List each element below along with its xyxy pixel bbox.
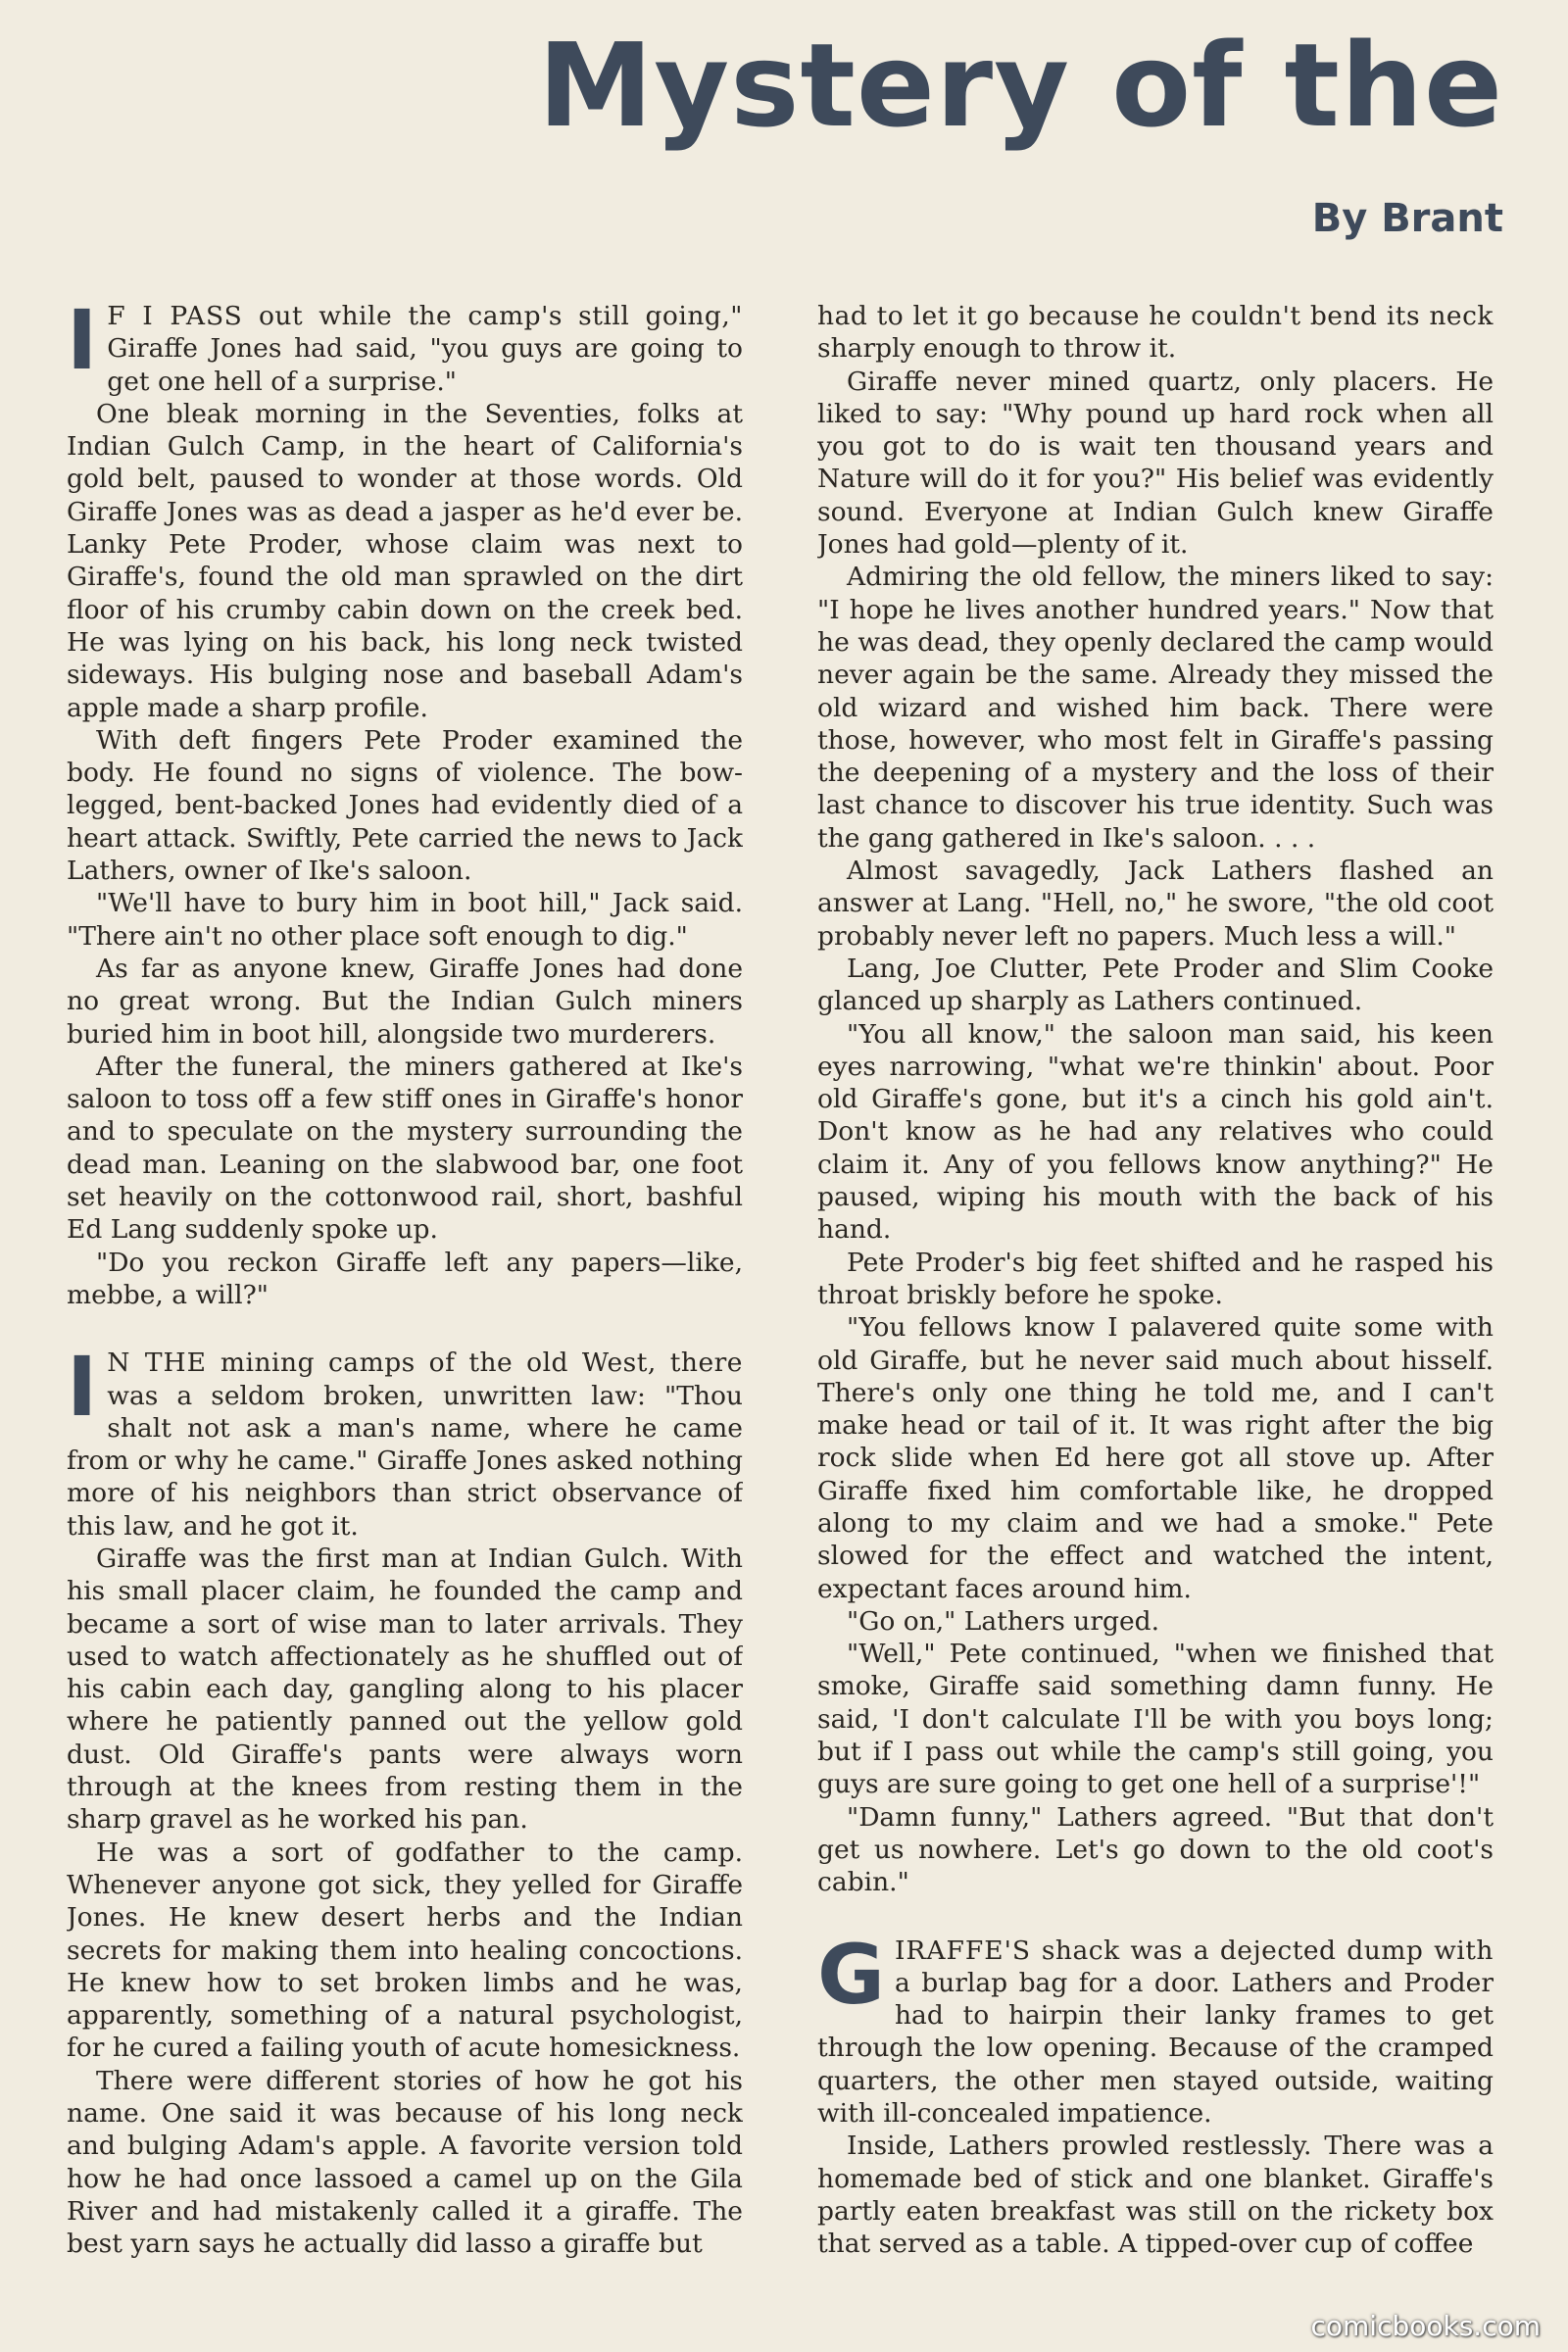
paragraph: Giraffe never mined quartz, only placers. He liked to say: "Why pound up hard rock when all you got to do is wait ten thousand years and Nature will do it for you?" His belief was evidently sound. Everyone at Indian Gulch knew Giraffe Jones had gold—plenty of it. — [817, 366, 1494, 561]
drop-cap: I — [67, 1339, 98, 1436]
paragraph: As far as anyone knew, Giraffe Jones had done no great wrong. But the Indian Gulch miners buried him in boot hill, alongside two murderers. — [67, 953, 743, 1050]
page-title: Mystery of the — [537, 18, 1503, 153]
paragraph: "We'll have to bury him in boot hill," Jack said. "There ain't no other place soft enough to dig." — [67, 888, 743, 952]
paragraph: "Go on," Lathers urged. — [847, 1605, 1160, 1637]
paragraph: "You all know," the saloon man said, his keen eyes narrowing, "what we're thinkin' about. Poor old Giraffe's gone, but it's a cinch his gold ain't. Don't know as he had any relatives who could claim it. Any of you fellows know anything?" He paused, wiping his mouth with the back of his hand. — [817, 1018, 1494, 1246]
paragraph: "Well," Pete continued, "when we finished that smoke, Giraffe said something damn funny. He said, 'I don't calculate I'll be with you boys long; but if I pass out while the camp's still going, you guys are sure going to get one hell of a surprise'!" — [817, 1639, 1494, 1800]
section-break — [67, 1311, 743, 1347]
section-2-opening-paragraph — [67, 1339, 743, 1543]
paragraph-text: out while the camp's still going," Giraffe Jones had said, "you guys are going to get one hell of a surprise." — [107, 301, 743, 397]
paragraph: There were different stories of how he got his name. One said it was because of his long neck and bulging Adam's apple. A favorite version told how he had once lassoed a camel up on the Gila River and had mistakenly called it a giraffe. The best yarn says he actually did lasso a giraffe but — [67, 2065, 743, 2260]
section-1-opening-paragraph — [67, 300, 743, 398]
paragraph: Pete Proder's big feet shifted and he rasped his throat briskly before he spoke. — [817, 1247, 1494, 1310]
paragraph: After the funeral, the miners gathered at Ike's saloon to toss off a few stiff ones in Giraffe's honor and to speculate on the mystery surrounding the dead man. Leaning on the slabwood bar, one foot set heavily on the cottonwood rail, short, bashful Ed Lang suddenly spoke up. — [67, 1051, 743, 1246]
drop-cap: I — [67, 300, 98, 388]
article-column-right — [817, 300, 1494, 2328]
paragraph: One bleak morning in the Seventies, folks at Indian Gulch Camp, in the heart of California's gold belt, paused to wonder at those words. Old Giraffe Jones was as dead a jasper as he'd ever be. Lanky Pete Proder, whose claim was next to Giraffe's, found the old man sprawled on the dirt floor of his crumby cabin down on the creek bed. He was lying on his back, his long neck twisted sideways. His bulging nose and baseball Adam's apple made a sharp profile. — [67, 398, 743, 723]
paragraph-text: shack was a dejected dump with a burlap bag for a door. Lathers and Proder had to hairpin their lanky frames to get through the low opening. Because of the cramped quarters, the other men stayed outside, waiting with ill-concealed impatience. — [817, 1935, 1494, 2130]
paragraph: had to let it go because he couldn't bend its neck sharply enough to throw it. — [817, 301, 1494, 365]
watermark: comicbooks.com — [1310, 2310, 1541, 2342]
article-column-left — [67, 300, 743, 2328]
byline: By Brant — [1311, 196, 1503, 241]
paragraph: He was a sort of godfather to the camp. Whenever anyone got sick, they yelled for Giraffe Jones. He knew desert herbs and the Indian secrets for making them into healing concoctions. He knew how to set broken limbs and he was, apparently, something of a natural psychologist, for he cured a failing youth of acute homesickness. — [67, 1837, 743, 2064]
paragraph: Lang, Joe Clutter, Pete Proder and Slim Cooke glanced up sharply as Lathers continued. — [817, 953, 1494, 1017]
section-break — [817, 1899, 1494, 1935]
lead-in-caps: N THE — [107, 1348, 207, 1379]
paragraph: Inside, Lathers prowled restlessly. There was a homemade bed of stick and one blanket. Giraffe's partly eaten breakfast was still on the rickety box that served as a table. A tipped-over cup of coffee — [817, 2131, 1494, 2260]
drop-cap: G — [817, 1926, 885, 2023]
paragraph: Admiring the old fellow, the miners liked to say: "I hope he lives another hundred years." Now that he was dead, they openly declared the camp would never again be the same. Already they missed the old wizard and wished him back. There were those, however, who most felt in Giraffe's passing the deepening of a mystery and the loss of their last chance to discover his true identity. Such was the gang gathered in Ike's saloon. . . . — [817, 562, 1494, 854]
lead-in-caps: IRAFFE'S — [894, 1935, 1032, 1966]
paragraph: "Damn funny," Lathers agreed. "But that don't get us nowhere. Let's go down to the old coot's cabin." — [817, 1801, 1494, 1898]
paragraph: With deft fingers Pete Proder examined the body. He found no signs of violence. The bow-legged, bent-backed Jones had evidently died of a heart attack. Swiftly, Pete carried the news to Jack Lathers, owner of Ike's saloon. — [67, 724, 743, 887]
paragraph: "You fellows know I palavered quite some with old Giraffe, but he never said much about hisself. There's only one thing he told me, and I can't make head or tail of it. It was right after the big rock slide when Ed here got all stove up. After Giraffe fixed him comfortable like, he dropped along to my claim and we had a smoke." Pete slowed for the effect and watched the intent, expectant faces around him. — [817, 1312, 1494, 1604]
section-3-opening-paragraph — [817, 1926, 1494, 2131]
paragraph: "Do you reckon Giraffe left any papers—like, mebbe, a will?" — [67, 1247, 743, 1310]
paragraph-text: mining camps of the old West, there was a seldom broken, unwritten law: "Thou shalt not ask a man's name, where he came from or why he came." Giraffe Jones asked nothing more of his neighbors than strict observance of this law, and he got it. — [67, 1348, 743, 1542]
paragraph: Giraffe was the first man at Indian Gulch. With his small placer claim, he founded the camp and became a sort of wise man to later arrivals. They used to watch affectionately as he shuffled out of his cabin each day, gangling along to his placer where he patiently panned out the yellow gold dust. Old Giraffe's pants were always worn through at the knees from resting them in the sharp gravel as he worked his pan. — [67, 1543, 743, 1836]
paragraph: Almost savagedly, Jack Lathers flashed an answer at Lang. "Hell, no," he swore, "the old coot probably never left no papers. Much less a will." — [817, 856, 1494, 952]
lead-in-caps: F I PASS — [107, 301, 243, 331]
